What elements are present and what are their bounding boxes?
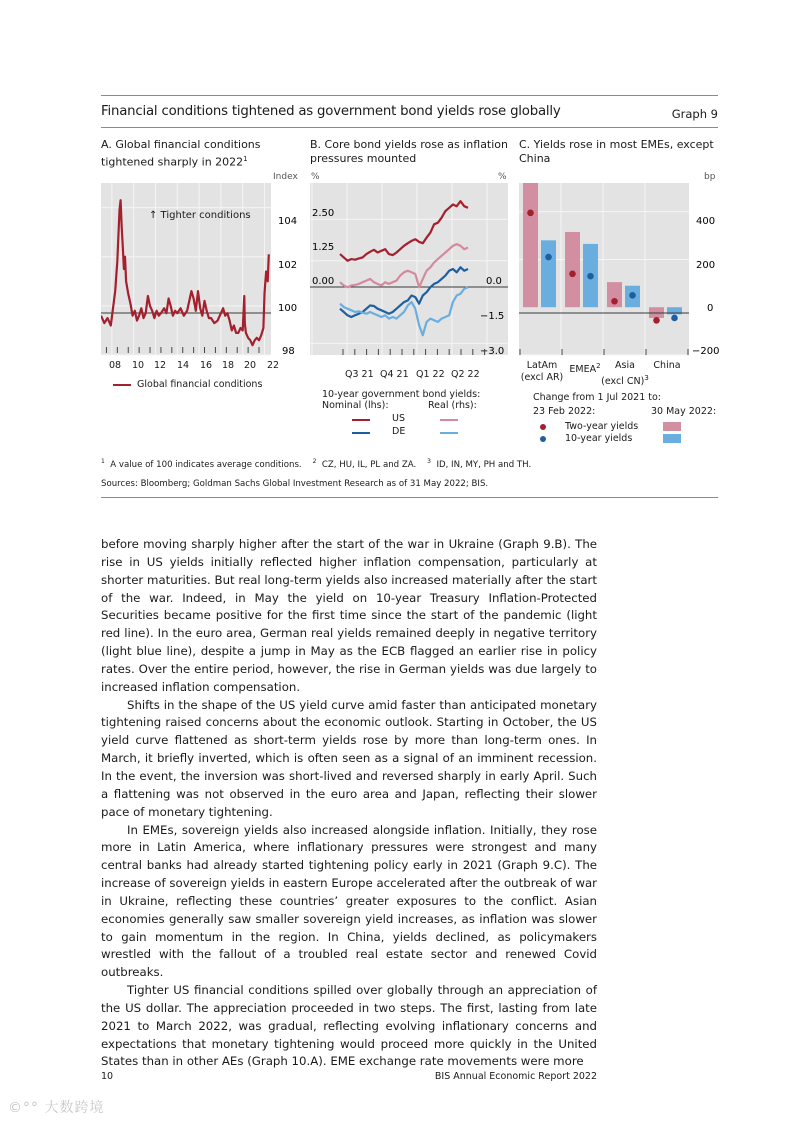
category-emea: EMEA$^2$ <box>569 362 601 376</box>
y-tick-right: −1.5 <box>480 311 505 322</box>
two-year-bar-swatch <box>663 422 681 431</box>
bar <box>523 183 538 307</box>
y-tick: 200 <box>696 260 716 271</box>
legend-row-us: US <box>322 413 512 426</box>
plot-area <box>310 183 508 355</box>
bar <box>565 232 580 307</box>
panel-a-x-labels: 08 10 12 14 16 18 20 22 <box>109 360 280 371</box>
y-tick-left: 2.50 <box>312 208 335 219</box>
panel-c-legend: Change from 1 Jul 2021 to: 23 Feb 2022: 30 May 2022: Two-year yields 10-year yields <box>533 392 723 445</box>
dot-marker <box>653 317 660 324</box>
dot-marker <box>629 292 636 299</box>
category-latam: LatAm (excl AR) <box>520 360 564 383</box>
legend-row-two-year: Two-year yields <box>533 421 723 433</box>
de-nominal-swatch <box>352 432 370 434</box>
paragraph: In EMEs, sovereign yields also increased alongside inflation. Initially, they rose more in Latin America, where inflationary pressures were strongest and many central banks had already started tightening policy early in 2021 (Graph 9.C). The increase of sovereign yields in eastern Europe accelerated after the outbreak of war in Ukraine, reflecting these countries’ greater exposures to the conflict. Asian economies generally saw smaller sovereign yield increases, as inflation was slower to gain momentum in the region. In China, yields declined, as policymakers wrestled with the fallout of a troubled real estate sector and renewed Covid outbreaks. <box>101 822 597 980</box>
legend-row-de: DE <box>322 426 512 439</box>
us-nominal-swatch <box>352 419 370 421</box>
panel-b-x-labels: Q3 21 Q4 21 Q1 22 Q2 22 <box>345 369 480 380</box>
us-real-swatch <box>440 419 458 421</box>
ten-year-bar-swatch <box>663 434 681 443</box>
y-tick: 100 <box>278 303 298 314</box>
y-tick: −200 <box>692 346 720 357</box>
panel-c-title: C. Yields rose in most EMEs, except China <box>519 138 714 165</box>
dot-marker <box>545 254 552 261</box>
dot-marker <box>569 270 576 277</box>
legend-row-ten-year: 10-year yields <box>533 433 723 445</box>
category-china: China <box>653 360 681 371</box>
panel-a-legend: Global financial conditions <box>113 379 262 390</box>
panel-a-title: A. Global financial conditions tightened sharply in 2022$^1$ <box>101 138 261 169</box>
dot-marker <box>611 298 618 305</box>
tighter-conditions-annotation: ↑ Tighter conditions <box>149 210 251 221</box>
panel-b-chart <box>310 183 512 358</box>
paragraph: Tighter US financial conditions spilled over globally through an appreciation of the US dollar. The appreciation proceeded in two steps. The first, lasting from late 2021 to March 2022, was gradual, reflecting evolving inflationary concerns and expectations that monetary tightening would proceed more quickly in the United States than in other AEs (Graph 10.A). EME exchange rate movements were more <box>101 983 597 1069</box>
graph-number: Graph 9 <box>671 107 718 121</box>
top-rule <box>101 95 718 96</box>
watermark: ©°° 大数跨境 <box>8 1100 105 1116</box>
panel-a-chart <box>101 183 303 358</box>
y-tick: 400 <box>696 216 716 227</box>
two-year-dot-swatch <box>540 424 546 430</box>
bottom-rule <box>101 497 718 498</box>
panel-b-unit-right: % <box>498 172 507 182</box>
ten-year-dot-swatch <box>540 436 546 442</box>
panel-b-title: B. Core bond yields rose as inflation pressures mounted <box>310 138 508 165</box>
title-rule <box>101 127 718 128</box>
y-tick-left: 0.00 <box>312 276 335 287</box>
y-tick: 98 <box>282 346 295 357</box>
dot-marker <box>587 273 594 280</box>
y-tick-left: 1.25 <box>312 242 335 253</box>
report-name: BIS Annual Economic Report 2022 <box>434 1071 597 1082</box>
footnotes: $^1$ A value of 100 indicates average conditions. $^2$ CZ, HU, IL, PL and ZA. $^3$ ID, IN, MY, PH and TH. <box>101 458 532 470</box>
dot-marker <box>671 315 678 322</box>
body-text <box>101 536 597 1071</box>
bar <box>541 240 556 307</box>
panel-b-unit-left: % <box>311 172 320 182</box>
panel-a-unit: Index <box>273 172 298 182</box>
y-tick: 0 <box>707 303 714 314</box>
de-real-swatch <box>440 432 458 434</box>
y-tick-right: 0.0 <box>486 276 502 287</box>
y-tick-right: −3.0 <box>480 346 505 357</box>
sources: Sources: Bloomberg; Goldman Sachs Global Investment Research as of 31 May 2022; BIS. <box>101 479 489 489</box>
category-asia: Asia (excl CN)$^3$ <box>601 360 649 388</box>
y-tick: 102 <box>278 260 298 271</box>
panel-c-unit: bp <box>704 172 716 182</box>
panel-c-x-labels <box>519 360 719 388</box>
page-number: 10 <box>101 1071 114 1082</box>
legend-swatch <box>113 384 131 386</box>
paragraph: before moving sharply higher after the start of the war in Ukraine (Graph 9.B). The rise in US yields initially reflected higher inflation compensation, particularly at shorter maturities. But real long-term yields also increased materially after the start of the war. Indeed, in May the yield on 10-year Treasury Inflation-Protected Securities became positive for the first time since the start of the pandemic (light red line). In the euro area, German real yields remained deeply in negative territory (light blue line), despite a jump in May as the ECB flagged an earlier rise in policy rates. Over the entire period, however, the rise in German yields was due largely to increased inflation compensation. <box>101 537 597 694</box>
paragraph: Shifts in the shape of the US yield curve amid faster than anticipated monetary tightening raised concerns about the economic outlook. Starting in October, the US yield curve flattened as short-term yields rose by more than long-term ones. In March, it briefly inverted, which is often seen as a signal of an imminent recession. In the event, the inversion was short-lived and reversed sharply in early April. Such a flattening was not observed in the euro area and Japan, reflecting their slower pace of monetary tightening. <box>101 697 597 819</box>
panel-b-legend: 10-year government bond yields: Nominal (lhs): Real (rhs): US DE <box>322 389 512 439</box>
graph-title: Financial conditions tightened as government bond yields rose globally <box>101 104 561 119</box>
y-tick: 104 <box>278 216 298 227</box>
panel-c-chart <box>519 183 721 358</box>
dot-marker <box>527 210 534 217</box>
